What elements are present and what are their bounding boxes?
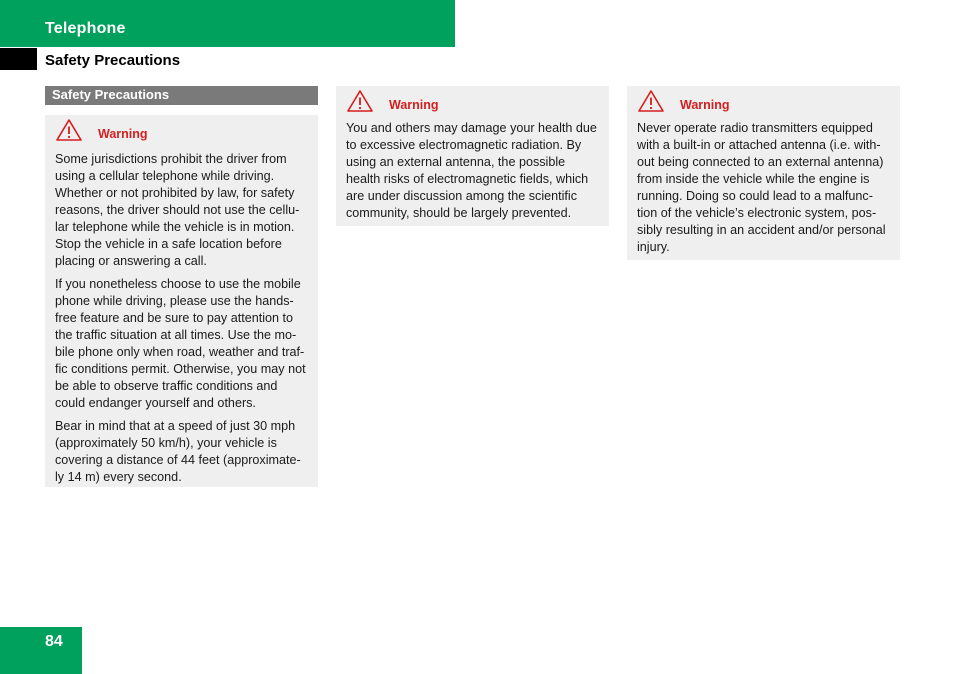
- warning-triangle-icon: [637, 89, 665, 113]
- page-number: 84: [45, 633, 63, 650]
- warning-header: [346, 89, 600, 116]
- warning-triangle-icon: [346, 89, 374, 113]
- warning-label: Warning: [680, 98, 730, 112]
- section-marker: [0, 48, 37, 70]
- warning-box: [336, 86, 609, 226]
- warning-header: [637, 89, 891, 116]
- warning-paragraph: Bear in mind that at a speed of just 30 mph (approximately 50 km/h), your vehicle is covering a distance of 44 feet (approximate-ly 14 m) every second.: [55, 419, 301, 484]
- warning-paragraph: You and others may damage your health due to excessive electromagnetic radiation. By using an external antenna, the possible health risks of electromagnetic fields, which are under discussion among the scientific community, should be largely prevented.: [346, 121, 597, 220]
- warning-paragraph: If you nonetheless choose to use the mobile phone while driving, please use the hands-free feature and be sure to pay attention to the traffic situation at all times. Use the mo-bile phone only when road, weather and traf-fic conditions permit. Otherwise, you may not be able to observe traffic conditions and could endanger yourself and others.: [55, 277, 306, 410]
- warning-paragraph: Never operate radio transmitters equipped with a built-in or attached antenna (i.e. with-out being connected to an external antenna) from inside the vehicle while the engine is running. Doing so could lead to a malfunc-tion of the vehicle’s electronic system, pos-sibly resulting in an accident and/or personal injury.: [637, 121, 886, 254]
- page-subtitle: Safety Precautions: [45, 52, 181, 69]
- chapter-title: Telephone: [45, 20, 126, 37]
- warning-box: [627, 86, 900, 260]
- warning-header: [55, 118, 309, 145]
- warning-label: Warning: [389, 98, 439, 112]
- warning-label: Warning: [98, 127, 148, 141]
- warning-box: [45, 115, 318, 487]
- warning-triangle-icon: [55, 118, 83, 142]
- section-heading: Safety Precautions: [52, 87, 170, 102]
- section-heading-bar: [45, 86, 318, 105]
- page-number-tab: [0, 627, 82, 674]
- warning-paragraph: Some jurisdictions prohibit the driver from using a cellular telephone while driving. Whether or not prohibited by law, for safety reasons, the driver should not use the cellu-lar telephone while the vehicle is in motion. Stop the vehicle in a safe location before placing or answering a call.: [55, 152, 300, 268]
